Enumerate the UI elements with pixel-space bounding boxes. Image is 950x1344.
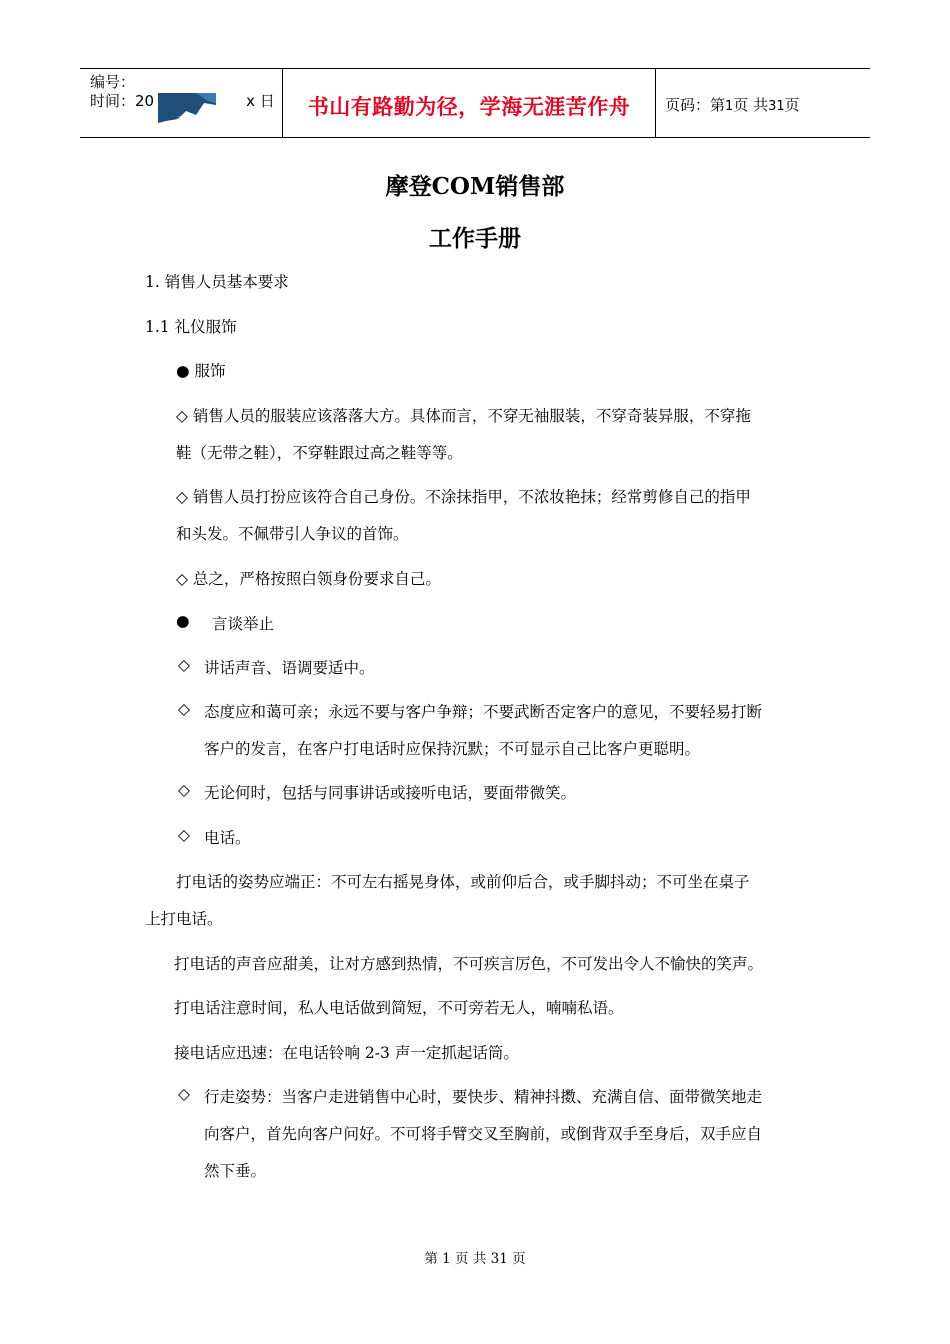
phone-para-4: 接电话应迅速：在电话铃响 2-3 声一定抓起话筒。 [174,1044,519,1062]
phone-para-2: 打电话的声音应甜美，让对方感到热情，不可疾言厉色，不可发出令人不愉快的笑声。 [174,955,764,973]
speech-item-1-mark: ◇ [178,656,190,674]
page-suffix: 页 [784,96,800,114]
speech-item-2-line-2: 客户的发言，在客户打电话时应保持沉默；不可显示自己比客户更聪明。 [204,740,701,758]
motto: 书山有路勤为径，学海无涯苦作舟 [307,94,631,119]
time-suffix: x 日 [246,92,275,110]
header-motto-cell [282,69,656,137]
speech-item-5-mark: ◇ [178,1085,190,1103]
page-mid: 页 共 [733,96,769,114]
attire-heading: ● 服饰 [176,362,226,380]
time-prefix: 时间：20 [90,92,155,110]
page-total: 31 [768,99,785,114]
speech-item-5-line-2: 向客户，首先向客户问好。不可将手臂交叉至胸前，或倒背双手至身后，双手应自 [204,1125,763,1143]
document-subtitle: 工作手册 [429,225,521,252]
attire-item-1-line-1: ◇ 销售人员的服装应该落落大方。具体而言，不穿无袖服装，不穿奇装异服，不穿拖 [176,407,751,425]
number-label: 编号： [90,73,136,91]
speech-item-2-mark: ◇ [178,700,190,718]
section-heading-1-1: 1.1 礼仪服饰 [145,318,237,336]
speech-item-5-line-1: 行走姿势：当客户走进销售中心时，要快步、精神抖擞、充满自信、面带微笑地走 [204,1088,763,1106]
page-current: 1 [725,99,734,114]
section-heading-1: 1. 销售人员基本要求 [145,273,289,291]
logo-text: 武城 · 御景天 [176,116,218,124]
speech-heading: 言谈举止 [212,615,275,633]
attire-item-2-line-1: ◇ 销售人员打扮应该符合自己身份。不涂抹指甲，不浓妆艳抹；经常剪修自己的指甲 [176,488,751,506]
speech-item-2-line-1: 态度应和蔼可亲；永远不要与客户争辩；不要武断否定客户的意见，不要轻易打断 [204,703,763,721]
phone-para-1-line-1: 打电话的姿势应端正：不可左右摇晃身体，或前仰后合，或手脚抖动；不可坐在桌子 [176,873,750,891]
page-label: 页码：第 [665,96,726,114]
attire-item-3: ◇ 总之，严格按照白领身份要求自己。 [176,570,441,588]
page-footer: 第 1 页 共 31 页 [424,1251,526,1267]
phone-para-1-line-2: 上打电话。 [145,910,223,928]
page-info [665,94,800,115]
speech-item-3-mark: ◇ [178,781,190,799]
speech-item-4-mark: ◇ [178,826,190,844]
speech-item-3: 无论何时，包括与同事讲话或接听电话，要面带微笑。 [204,784,577,802]
speech-bullet: ● [176,612,190,630]
header-meta-cell [80,69,282,137]
company-logo [156,91,218,125]
page-header [80,68,870,138]
header-page-cell [655,69,870,137]
phone-para-3: 打电话注意时间，私人电话做到简短，不可旁若无人，喃喃私语。 [174,999,624,1017]
speech-item-4: 电话。 [204,829,251,847]
attire-item-2-line-2: 和头发。不佩带引人争议的首饰。 [176,525,409,543]
speech-item-5-line-3: 然下垂。 [204,1162,267,1180]
speech-item-1: 讲话声音、语调要适中。 [204,659,375,677]
attire-item-1-line-2: 鞋（无带之鞋），不穿鞋跟过高之鞋等等。 [176,444,463,462]
document-title: 摩登COM销售部 [385,173,565,200]
